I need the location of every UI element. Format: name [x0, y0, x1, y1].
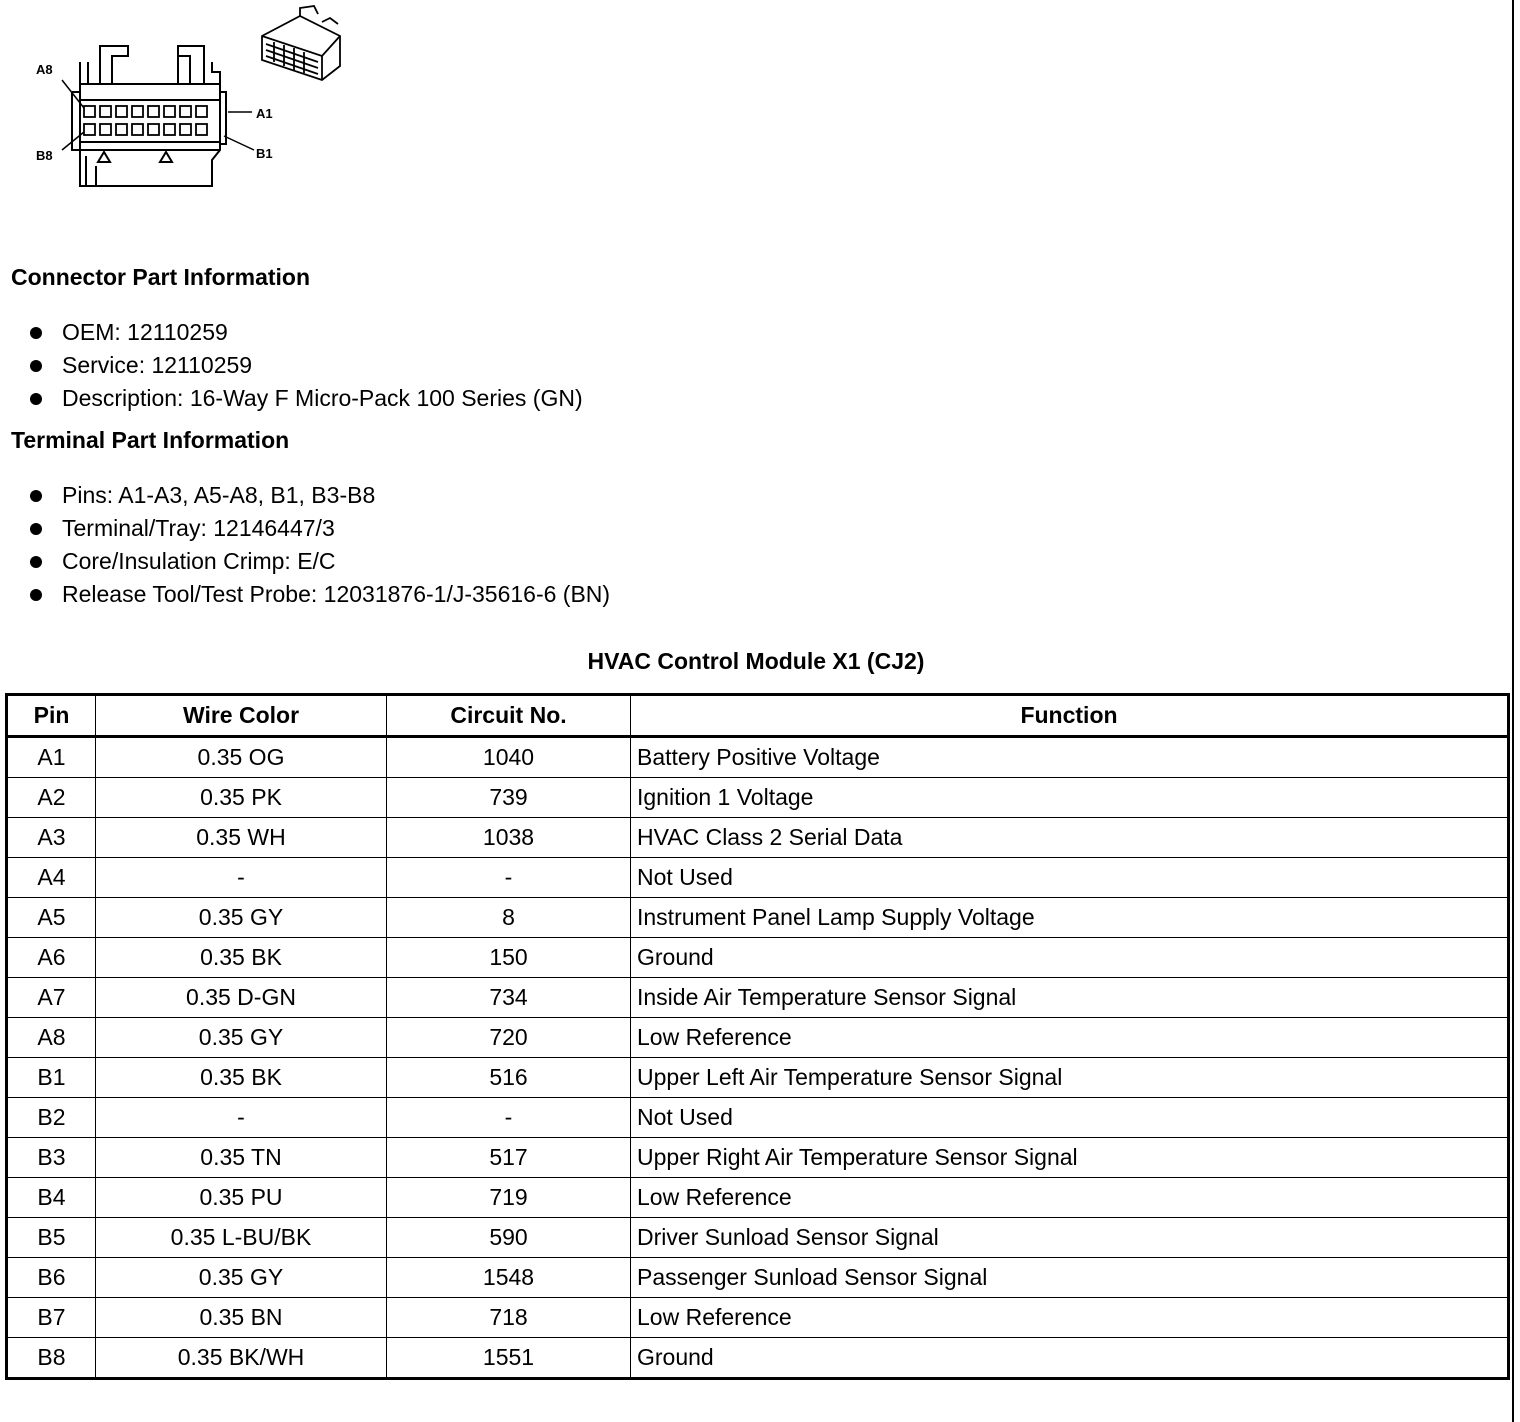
connector-iso-view — [262, 6, 340, 80]
cell-wire-color: 0.35 GY — [96, 1018, 387, 1058]
table-row — [7, 818, 1509, 858]
table-row — [7, 778, 1509, 818]
cell-pin: B7 — [7, 1298, 96, 1338]
label-a8: A8 — [36, 62, 53, 77]
cell-circuit: 1548 — [387, 1258, 631, 1298]
cell-circuit: 719 — [387, 1178, 631, 1218]
cell-circuit: 8 — [387, 898, 631, 938]
table-title: HVAC Control Module X1 (CJ2) — [587, 648, 925, 674]
header-function: Function — [631, 695, 1509, 737]
cell-wire-color: 0.35 BK — [96, 938, 387, 978]
table-row — [7, 1138, 1509, 1178]
cell-wire-color: 0.35 D-GN — [96, 978, 387, 1018]
cell-pin: B8 — [7, 1338, 96, 1379]
terminal-info-list — [28, 479, 610, 611]
cell-pin: A8 — [7, 1018, 96, 1058]
terminal-info-heading: Terminal Part Information — [11, 427, 290, 453]
cell-circuit: - — [387, 1098, 631, 1138]
cell-wire-color: 0.35 BK — [96, 1058, 387, 1098]
cell-function: Not Used — [631, 1098, 1509, 1138]
cell-pin: A3 — [7, 818, 96, 858]
page-border-line — [1512, 0, 1514, 1422]
cell-pin: B3 — [7, 1138, 96, 1178]
cell-pin: B1 — [7, 1058, 96, 1098]
header-circuit-no: Circuit No. — [387, 695, 631, 737]
cell-circuit: 1551 — [387, 1338, 631, 1379]
terminal-pins-item: Pins: A1-A3, A5-A8, B1, B3-B8 — [28, 479, 610, 512]
cell-circuit: 1038 — [387, 818, 631, 858]
cell-wire-color: 0.35 PU — [96, 1178, 387, 1218]
connector-description-item: Description: 16-Way F Micro-Pack 100 Series (GN) — [28, 382, 583, 415]
cell-wire-color: 0.35 BK/WH — [96, 1338, 387, 1379]
cell-pin: B6 — [7, 1258, 96, 1298]
cell-function: Upper Left Air Temperature Sensor Signal — [631, 1058, 1509, 1098]
cell-wire-color: 0.35 GY — [96, 1258, 387, 1298]
label-b1: B1 — [256, 146, 273, 161]
cell-circuit: - — [387, 858, 631, 898]
cell-function: Low Reference — [631, 1178, 1509, 1218]
cell-circuit: 720 — [387, 1018, 631, 1058]
cell-wire-color: 0.35 L-BU/BK — [96, 1218, 387, 1258]
cell-pin: A5 — [7, 898, 96, 938]
pin-table — [5, 693, 1510, 1380]
cell-function: Upper Right Air Temperature Sensor Signal — [631, 1138, 1509, 1178]
cell-wire-color: 0.35 PK — [96, 778, 387, 818]
table-row — [7, 858, 1509, 898]
table-row — [7, 1338, 1509, 1379]
cell-wire-color: - — [96, 1098, 387, 1138]
cell-pin: B5 — [7, 1218, 96, 1258]
cell-wire-color: 0.35 BN — [96, 1298, 387, 1338]
cell-function: Inside Air Temperature Sensor Signal — [631, 978, 1509, 1018]
terminal-crimp-item: Core/Insulation Crimp: E/C — [28, 545, 610, 578]
cell-pin: A2 — [7, 778, 96, 818]
table-row — [7, 1298, 1509, 1338]
cell-circuit: 1040 — [387, 737, 631, 778]
connector-service-item: Service: 12110259 — [28, 349, 583, 382]
cell-function: Low Reference — [631, 1018, 1509, 1058]
header-pin: Pin — [7, 695, 96, 737]
table-row — [7, 1178, 1509, 1218]
cell-function: Ground — [631, 938, 1509, 978]
connector-oem-item: OEM: 12110259 — [28, 316, 583, 349]
cell-pin: A4 — [7, 858, 96, 898]
cell-function: Not Used — [631, 858, 1509, 898]
table-row — [7, 737, 1509, 778]
cell-circuit: 150 — [387, 938, 631, 978]
cell-wire-color: - — [96, 858, 387, 898]
cell-circuit: 517 — [387, 1138, 631, 1178]
table-row — [7, 1218, 1509, 1258]
cell-pin: B4 — [7, 1178, 96, 1218]
pin-cavities — [84, 106, 207, 135]
cell-wire-color: 0.35 GY — [96, 898, 387, 938]
table-row — [7, 1058, 1509, 1098]
table-row — [7, 978, 1509, 1018]
cell-pin: A7 — [7, 978, 96, 1018]
cell-function: Driver Sunload Sensor Signal — [631, 1218, 1509, 1258]
cell-function: HVAC Class 2 Serial Data — [631, 818, 1509, 858]
cell-wire-color: 0.35 TN — [96, 1138, 387, 1178]
table-header-row — [7, 695, 1509, 737]
label-a1: A1 — [256, 106, 273, 121]
cell-function: Ignition 1 Voltage — [631, 778, 1509, 818]
cell-wire-color: 0.35 WH — [96, 818, 387, 858]
cell-function: Low Reference — [631, 1298, 1509, 1338]
table-row — [7, 898, 1509, 938]
cell-pin: A1 — [7, 737, 96, 778]
cell-circuit: 739 — [387, 778, 631, 818]
cell-pin: A6 — [7, 938, 96, 978]
cell-function: Battery Positive Voltage — [631, 737, 1509, 778]
cell-circuit: 734 — [387, 978, 631, 1018]
cell-circuit: 516 — [387, 1058, 631, 1098]
terminal-tray-item: Terminal/Tray: 12146447/3 — [28, 512, 610, 545]
connector-info-heading: Connector Part Information — [11, 264, 311, 290]
header-wire-color: Wire Color — [96, 695, 387, 737]
table-row — [7, 938, 1509, 978]
terminal-release-tool-item: Release Tool/Test Probe: 12031876-1/J-35616-6 (BN) — [28, 578, 610, 611]
cell-function: Instrument Panel Lamp Supply Voltage — [631, 898, 1509, 938]
connector-info-list — [28, 316, 583, 415]
table-row — [7, 1098, 1509, 1138]
label-b8: B8 — [36, 148, 53, 163]
table-row — [7, 1258, 1509, 1298]
cell-wire-color: 0.35 OG — [96, 737, 387, 778]
table-row — [7, 1018, 1509, 1058]
cell-function: Ground — [631, 1338, 1509, 1379]
cell-circuit: 718 — [387, 1298, 631, 1338]
cell-pin: B2 — [7, 1098, 96, 1138]
cell-circuit: 590 — [387, 1218, 631, 1258]
cell-function: Passenger Sunload Sensor Signal — [631, 1258, 1509, 1298]
connector-diagram — [30, 0, 370, 200]
